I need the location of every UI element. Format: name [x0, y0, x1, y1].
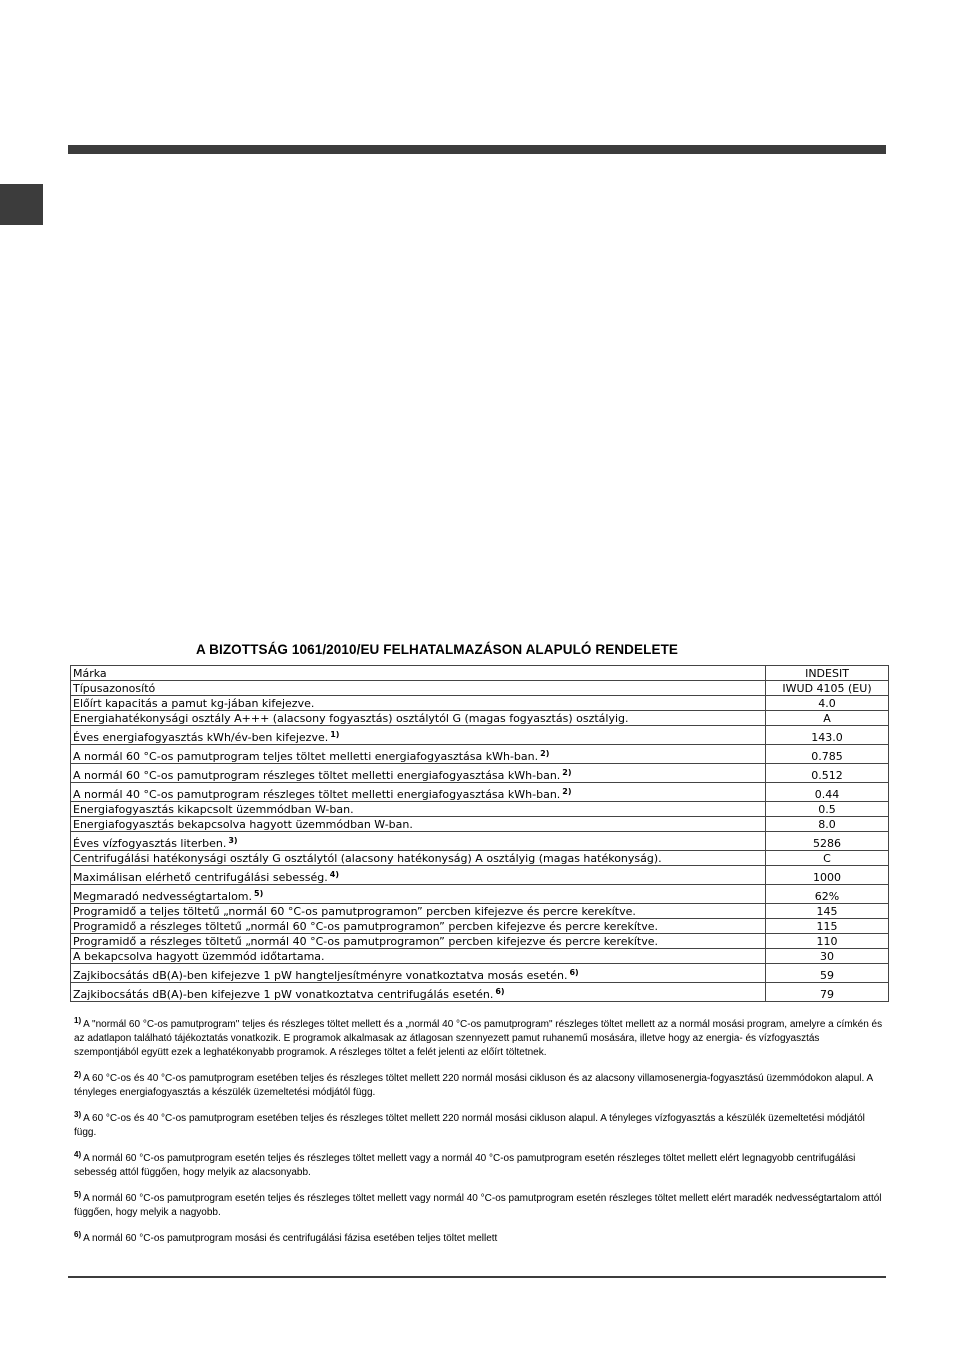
row-value: 0.512 [766, 764, 889, 783]
table-row [71, 681, 889, 696]
table-row [71, 885, 889, 904]
row-value: 0.44 [766, 783, 889, 802]
footnote-ref: 6) [569, 968, 579, 977]
row-value: C [766, 851, 889, 866]
footnote-ref: 6) [495, 987, 505, 996]
row-value: 4.0 [766, 696, 889, 711]
table-row [71, 783, 889, 802]
table-row [71, 726, 889, 745]
table-row [71, 802, 889, 817]
footnote-ref: 2) [562, 768, 572, 777]
table-row [71, 919, 889, 934]
footnote-number: 1) [74, 1016, 82, 1025]
row-value: 115 [766, 919, 889, 934]
footnote [74, 1018, 884, 1060]
row-label: Centrifugálási hatékonysági osztály G osztálytól (alacsony hatékonyság) A osztályig (magas hatékonyság). [71, 851, 766, 866]
row-label: Előírt kapacitás a pamut kg-jában kifejezve. [71, 696, 766, 711]
row-label: Energiafogyasztás kikapcsolt üzemmódban W-ban. [71, 802, 766, 817]
footnote-text: A normál 60 °C-os pamutprogram esetén teljes és részleges töltet mellett vagy a normál 40 °C-os pamutprogram esetén részleges töltet mellett elért legnagyobb centrifugálási sebesség attól függően, hogy melyik az alacsonyabb. [74, 1153, 856, 1178]
row-value: 5286 [766, 832, 889, 851]
row-label: Éves vízfogyasztás literben. $^{3)}$ [71, 832, 766, 851]
row-value: A [766, 711, 889, 726]
row-value: 30 [766, 949, 889, 964]
row-label: A normál 60 °C-os pamutprogram részleges töltet melletti energiafogyasztása kWh-ban. $^{2)}$ [71, 764, 766, 783]
row-label: Programidő a részleges töltetű „normál 40 °C-os pamutprogramon” percben kifejezve és percre kerekítve. [71, 934, 766, 949]
row-value: IWUD 4105 (EU) [766, 681, 889, 696]
table-row [71, 745, 889, 764]
table-row [71, 832, 889, 851]
row-label: Márka [71, 666, 766, 681]
row-label: A bekapcsolva hagyott üzemmód időtartama. [71, 949, 766, 964]
footnote-number: 5) [74, 1190, 82, 1199]
row-value: 110 [766, 934, 889, 949]
footnote-number: 4) [74, 1150, 82, 1159]
regulation-title: A BIZOTTSÁG 1061/2010/EU FELHATALMAZÁSON ALAPULÓ RENDELETE [195, 642, 679, 657]
footnote-text: A 60 °C-os és 40 °C-os pamutprogram esetében teljes és részleges töltet mellett 220 normál mosási cikluson és az alacsony villamosenergia-fogyasztású üzemmódokon alapul. A tényleges energiafogyasztás a készülék üzemeltetési módjától függ. [74, 1073, 873, 1098]
table-row [71, 949, 889, 964]
row-value: 145 [766, 904, 889, 919]
row-value: 143.0 [766, 726, 889, 745]
table-row [71, 866, 889, 885]
footnote-text: A normál 60 °C-os pamutprogram mosási és centrifugálási fázisa esetében teljes töltet mellett [83, 1233, 498, 1244]
table-row [71, 696, 889, 711]
row-label: A normál 40 °C-os pamutprogram részleges töltet melletti energiafogyasztása kWh-ban. $^{2)}$ [71, 783, 766, 802]
row-label: A normál 60 °C-os pamutprogram teljes töltet melletti energiafogyasztása kWh-ban. $^{2)}$ [71, 745, 766, 764]
footnote [74, 1232, 884, 1246]
footnote-ref: 1) [330, 730, 340, 739]
footnote-text: A 60 °C-os és 40 °C-os pamutprogram esetében teljes és részleges töltet mellett 220 normál mosási cikluson alapul. A tényleges vízfogyasztás a készülék üzemeltetési módjától függ. [74, 1113, 865, 1138]
row-value: 1000 [766, 866, 889, 885]
row-label: Maximálisan elérhető centrifugálási sebesség. $^{4)}$ [71, 866, 766, 885]
footnote [74, 1112, 884, 1140]
footnote-ref: 2) [540, 749, 550, 758]
table-row [71, 666, 889, 681]
footnote [74, 1192, 884, 1220]
table-row [71, 934, 889, 949]
row-label: Programidő a részleges töltetű „normál 60 °C-os pamutprogramon” percben kifejezve és percre kerekítve. [71, 919, 766, 934]
row-label: Zajkibocsátás dB(A)-ben kifejezve 1 pW vonatkoztatva centrifugálás esetén. $^{6)}$ [71, 983, 766, 1002]
row-label: Programidő a teljes töltetű „normál 60 °C-os pamutprogramon” percben kifejezve és percre kerekítve. [71, 904, 766, 919]
footnote [74, 1152, 884, 1180]
footnote-ref: 3) [228, 836, 238, 845]
row-label: Zajkibocsátás dB(A)-ben kifejezve 1 pW hangteljesítményre vonatkoztatva mosás esetén. $^{6)}$ [71, 964, 766, 983]
row-label: Megmaradó nedvességtartalom. $^{5)}$ [71, 885, 766, 904]
table-row [71, 711, 889, 726]
row-value: 62% [766, 885, 889, 904]
header-rule [68, 145, 886, 154]
footnote-number: 6) [74, 1230, 82, 1239]
row-value: 8.0 [766, 817, 889, 832]
table-row [71, 817, 889, 832]
footnote-text: A normál 60 °C-os pamutprogram esetén teljes és részleges töltet mellett vagy normál 40 °C-os pamutprogram esetén részleges töltet mellett elért maradék nedvességtartalom attól függően, hogy melyik a nagyobb. [74, 1193, 882, 1218]
footnote-ref: 2) [562, 787, 572, 796]
row-label: Típusazonosító [71, 681, 766, 696]
footer-rule [68, 1276, 886, 1278]
table-row [71, 983, 889, 1002]
row-label: Energiafogyasztás bekapcsolva hagyott üzemmódban W-ban. [71, 817, 766, 832]
row-value: INDESIT [766, 666, 889, 681]
table-row [71, 851, 889, 866]
table-row [71, 764, 889, 783]
section-tab-marker [0, 184, 43, 225]
footnote [74, 1072, 884, 1100]
table-row [71, 904, 889, 919]
footnote-text: A "normál 60 °C-os pamutprogram" teljes és részleges töltet mellett és a „normál 40 °C-os pamutprogram" részleges töltet mellett az a normál mosási program, amelyre a címkén és az adatlapon található tájékoztatás vonatkozik. E programok alkalmasak az átlagosan szennyezett pamut ruhanemű mosására, illetve hogy az energia- és vízfogyasztás szempontjából együtt ezek a leghatékonyabb programok. A részleges töltet a felét jelenti az előírt töltetnek. [74, 1019, 883, 1058]
row-label: Energiahatékonysági osztály A+++ (alacsony fogyasztás) osztálytól G (magas fogyasztás) osztályig. [71, 711, 766, 726]
row-value: 0.5 [766, 802, 889, 817]
footnote-number: 3) [74, 1110, 82, 1119]
row-value: 79 [766, 983, 889, 1002]
table-row [71, 964, 889, 983]
footnotes [74, 1018, 884, 1258]
footnote-number: 2) [74, 1070, 82, 1079]
product-fiche-table [70, 665, 889, 1002]
row-label: Éves energiafogyasztás kWh/év-ben kifejezve. $^{1)}$ [71, 726, 766, 745]
row-value: 0.785 [766, 745, 889, 764]
footnote-ref: 4) [329, 870, 340, 879]
row-value: 59 [766, 964, 889, 983]
footnote-ref: 5) [254, 889, 264, 898]
